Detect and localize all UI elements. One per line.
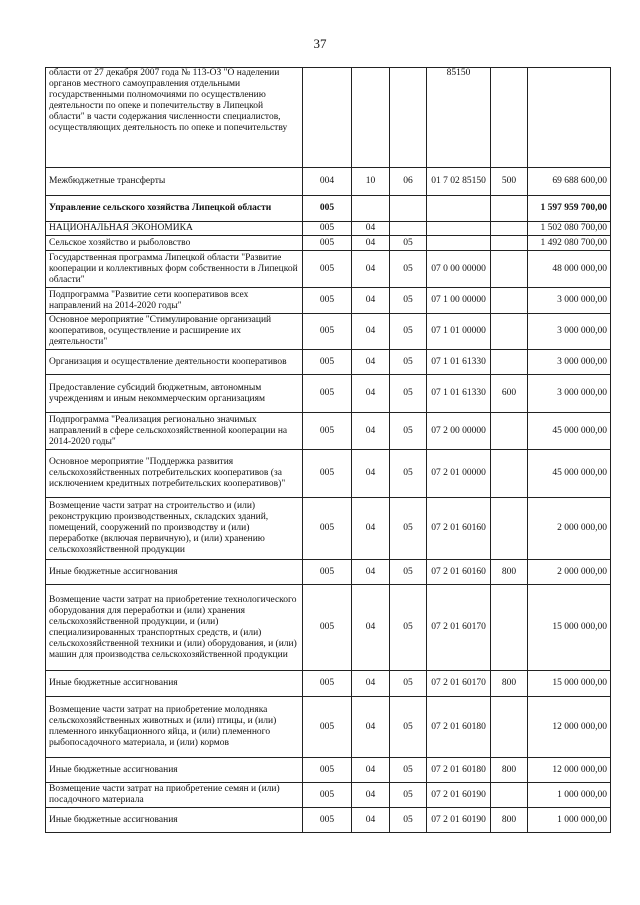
table-row <box>46 350 611 375</box>
table-row <box>46 288 611 314</box>
row-pr: 05 <box>390 375 427 413</box>
row-sum: 3 000 000,00 <box>528 288 611 314</box>
row-vr <box>491 68 528 168</box>
row-sum: 2 000 000,00 <box>528 560 611 585</box>
row-gr: 005 <box>303 196 352 222</box>
row-sum: 1 000 000,00 <box>528 783 611 808</box>
table-row <box>46 758 611 783</box>
row-gr: 005 <box>303 251 352 288</box>
table-row <box>46 314 611 350</box>
row-pr: 05 <box>390 783 427 808</box>
row-vr <box>491 697 528 758</box>
table-row <box>46 168 611 196</box>
row-sum: 69 688 600,00 <box>528 168 611 196</box>
row-cs: 07 2 01 60160 <box>427 560 491 585</box>
row-sum: 15 000 000,00 <box>528 585 611 671</box>
row-rz: 04 <box>352 236 390 251</box>
table-row <box>46 560 611 585</box>
row-name: Государственная программа Липецкой области "Развитие кооперации и коллективных форм собственности в Липецкой области" <box>46 251 303 288</box>
row-name: Иные бюджетные ассигнования <box>46 560 303 585</box>
row-cs: 07 0 00 00000 <box>427 251 491 288</box>
table-row <box>46 585 611 671</box>
table-row <box>46 783 611 808</box>
row-cs: 07 2 01 60190 <box>427 808 491 833</box>
row-name: Предоставление субсидий бюджетным, автономным учреждениям и иным некоммерческим организациям <box>46 375 303 413</box>
row-sum: 1 492 080 700,00 <box>528 236 611 251</box>
row-name: Межбюджетные трансферты <box>46 168 303 196</box>
row-vr: 500 <box>491 168 528 196</box>
table-row <box>46 222 611 236</box>
row-cs: 07 2 01 60170 <box>427 671 491 697</box>
row-sum: 45 000 000,00 <box>528 450 611 498</box>
row-cs: 85150 <box>427 68 491 168</box>
table-row <box>46 671 611 697</box>
row-rz: 04 <box>352 560 390 585</box>
row-pr: 05 <box>390 808 427 833</box>
row-sum: 2 000 000,00 <box>528 498 611 560</box>
table-row <box>46 498 611 560</box>
row-rz: 04 <box>352 222 390 236</box>
page-number: 37 <box>313 36 327 51</box>
row-gr: 005 <box>303 697 352 758</box>
row-cs: 07 2 01 60180 <box>427 697 491 758</box>
row-gr: 005 <box>303 236 352 251</box>
row-gr: 005 <box>303 498 352 560</box>
row-vr <box>491 288 528 314</box>
row-sum <box>528 68 611 168</box>
row-vr <box>491 251 528 288</box>
row-vr: 800 <box>491 671 528 697</box>
row-cs: 01 7 02 85150 <box>427 168 491 196</box>
row-rz: 04 <box>352 251 390 288</box>
row-gr <box>303 68 352 168</box>
row-gr: 005 <box>303 783 352 808</box>
table-row <box>46 251 611 288</box>
row-sum: 3 000 000,00 <box>528 375 611 413</box>
row-sum: 48 000 000,00 <box>528 251 611 288</box>
row-rz: 04 <box>352 783 390 808</box>
row-pr: 05 <box>390 697 427 758</box>
row-sum: 3 000 000,00 <box>528 314 611 350</box>
row-vr <box>491 314 528 350</box>
row-name: Возмещение части затрат на строительство и (или) реконструкцию производственных, складских зданий, помещений, сооружений по производству и (или) переработке (включая первичную), и (или) хранению сельскохозяйственной продукции <box>46 498 303 560</box>
row-vr <box>491 498 528 560</box>
row-name: Иные бюджетные ассигнования <box>46 808 303 833</box>
row-rz: 04 <box>352 671 390 697</box>
row-vr <box>491 413 528 450</box>
row-gr: 005 <box>303 375 352 413</box>
row-name: области от 27 декабря 2007 года № 113-ОЗ "О наделении органов местного самоуправления отдельными государственными полномочиями по осуществлению деятельности по опеке и попечительству в Липецкой области" в части содержания численности специалистов, осуществляющих деятельность по опеке и попечительству <box>46 68 303 168</box>
row-gr: 005 <box>303 560 352 585</box>
row-gr: 005 <box>303 671 352 697</box>
row-vr: 800 <box>491 560 528 585</box>
row-cs: 07 1 01 61330 <box>427 350 491 375</box>
row-name: Возмещение части затрат на приобретение молодняка сельскохозяйственных животных и (или) птицы, и (или) племенного инкубационного яйца, и (или) племенного рыбопосадочного материала, и (или) кормов <box>46 697 303 758</box>
row-gr: 005 <box>303 350 352 375</box>
row-name: Организация и осуществление деятельности кооперативов <box>46 350 303 375</box>
row-cs: 07 1 01 61330 <box>427 375 491 413</box>
row-name: Возмещение части затрат на приобретение технологического оборудования для переработки и (или) хранения сельскохозяйственной продукции, и (или) специализированных транспортных средств, и (или) сельскохозяйственной техники и (или) оборудования, и (или) машин для производства сельскохозяйственной продукции <box>46 585 303 671</box>
row-cs: 07 2 01 60180 <box>427 758 491 783</box>
row-gr: 005 <box>303 288 352 314</box>
row-pr: 05 <box>390 671 427 697</box>
table-row <box>46 375 611 413</box>
row-rz: 04 <box>352 413 390 450</box>
row-sum: 12 000 000,00 <box>528 758 611 783</box>
row-name: Основное мероприятие "Стимулирование организаций кооперативов, осуществление и расширение их деятельности" <box>46 314 303 350</box>
table-row <box>46 68 611 168</box>
row-rz: 04 <box>352 450 390 498</box>
row-cs: 07 1 01 00000 <box>427 314 491 350</box>
row-name: Сельское хозяйство и рыболовство <box>46 236 303 251</box>
row-rz: 04 <box>352 350 390 375</box>
row-rz: 04 <box>352 697 390 758</box>
row-gr: 005 <box>303 808 352 833</box>
row-name: Основное мероприятие "Поддержка развития сельскохозяйственных потребительских кооперативов (за исключением кредитных потребительских кооперативов)" <box>46 450 303 498</box>
row-cs <box>427 236 491 251</box>
table-row <box>46 450 611 498</box>
row-rz <box>352 196 390 222</box>
row-cs: 07 1 00 00000 <box>427 288 491 314</box>
row-rz: 04 <box>352 808 390 833</box>
row-vr <box>491 196 528 222</box>
row-cs: 07 2 01 60190 <box>427 783 491 808</box>
row-sum: 1 502 080 700,00 <box>528 222 611 236</box>
row-name: НАЦИОНАЛЬНАЯ ЭКОНОМИКА <box>46 222 303 236</box>
row-rz: 10 <box>352 168 390 196</box>
row-pr: 05 <box>390 758 427 783</box>
row-vr <box>491 585 528 671</box>
table-row <box>46 808 611 833</box>
row-cs: 07 2 01 60170 <box>427 585 491 671</box>
row-pr: 05 <box>390 413 427 450</box>
row-name: Иные бюджетные ассигнования <box>46 671 303 697</box>
row-pr: 05 <box>390 585 427 671</box>
table-row <box>46 196 611 222</box>
table-row <box>46 236 611 251</box>
row-pr: 05 <box>390 314 427 350</box>
row-name: Подпрограмма "Реализация регионально значимых направлений в сфере сельскохозяйственной кооперации на 2014-2020 годы" <box>46 413 303 450</box>
row-pr: 06 <box>390 168 427 196</box>
row-pr: 05 <box>390 236 427 251</box>
row-cs <box>427 222 491 236</box>
table-row <box>46 697 611 758</box>
row-rz <box>352 68 390 168</box>
row-name: Подпрограмма "Развитие сети кооперативов всех направлений на 2014-2020 годы" <box>46 288 303 314</box>
row-rz: 04 <box>352 288 390 314</box>
row-pr: 05 <box>390 350 427 375</box>
row-pr: 05 <box>390 498 427 560</box>
row-pr: 05 <box>390 450 427 498</box>
row-pr <box>390 196 427 222</box>
row-sum: 12 000 000,00 <box>528 697 611 758</box>
row-pr <box>390 222 427 236</box>
row-name: Управление сельского хозяйства Липецкой области <box>46 196 303 222</box>
row-sum: 1 597 959 700,00 <box>528 196 611 222</box>
row-pr: 05 <box>390 251 427 288</box>
row-gr: 004 <box>303 168 352 196</box>
row-vr <box>491 236 528 251</box>
row-cs <box>427 196 491 222</box>
row-rz: 04 <box>352 314 390 350</box>
row-name: Возмещение части затрат на приобретение семян и (или) посадочного материала <box>46 783 303 808</box>
row-pr: 05 <box>390 560 427 585</box>
table-row <box>46 413 611 450</box>
row-rz: 04 <box>352 585 390 671</box>
row-cs: 07 2 00 00000 <box>427 413 491 450</box>
row-vr: 800 <box>491 808 528 833</box>
row-gr: 005 <box>303 413 352 450</box>
row-gr: 005 <box>303 758 352 783</box>
row-sum: 1 000 000,00 <box>528 808 611 833</box>
row-gr: 005 <box>303 450 352 498</box>
row-gr: 005 <box>303 314 352 350</box>
row-cs: 07 2 01 00000 <box>427 450 491 498</box>
row-pr: 05 <box>390 288 427 314</box>
row-sum: 3 000 000,00 <box>528 350 611 375</box>
row-vr <box>491 450 528 498</box>
row-vr: 600 <box>491 375 528 413</box>
row-name: Иные бюджетные ассигнования <box>46 758 303 783</box>
row-gr: 005 <box>303 222 352 236</box>
row-rz: 04 <box>352 498 390 560</box>
row-gr: 005 <box>303 585 352 671</box>
row-pr <box>390 68 427 168</box>
row-rz: 04 <box>352 758 390 783</box>
row-vr <box>491 222 528 236</box>
row-vr <box>491 350 528 375</box>
row-sum: 45 000 000,00 <box>528 413 611 450</box>
row-vr <box>491 783 528 808</box>
row-rz: 04 <box>352 375 390 413</box>
row-sum: 15 000 000,00 <box>528 671 611 697</box>
row-cs: 07 2 01 60160 <box>427 498 491 560</box>
budget-table <box>45 67 611 833</box>
row-vr: 800 <box>491 758 528 783</box>
